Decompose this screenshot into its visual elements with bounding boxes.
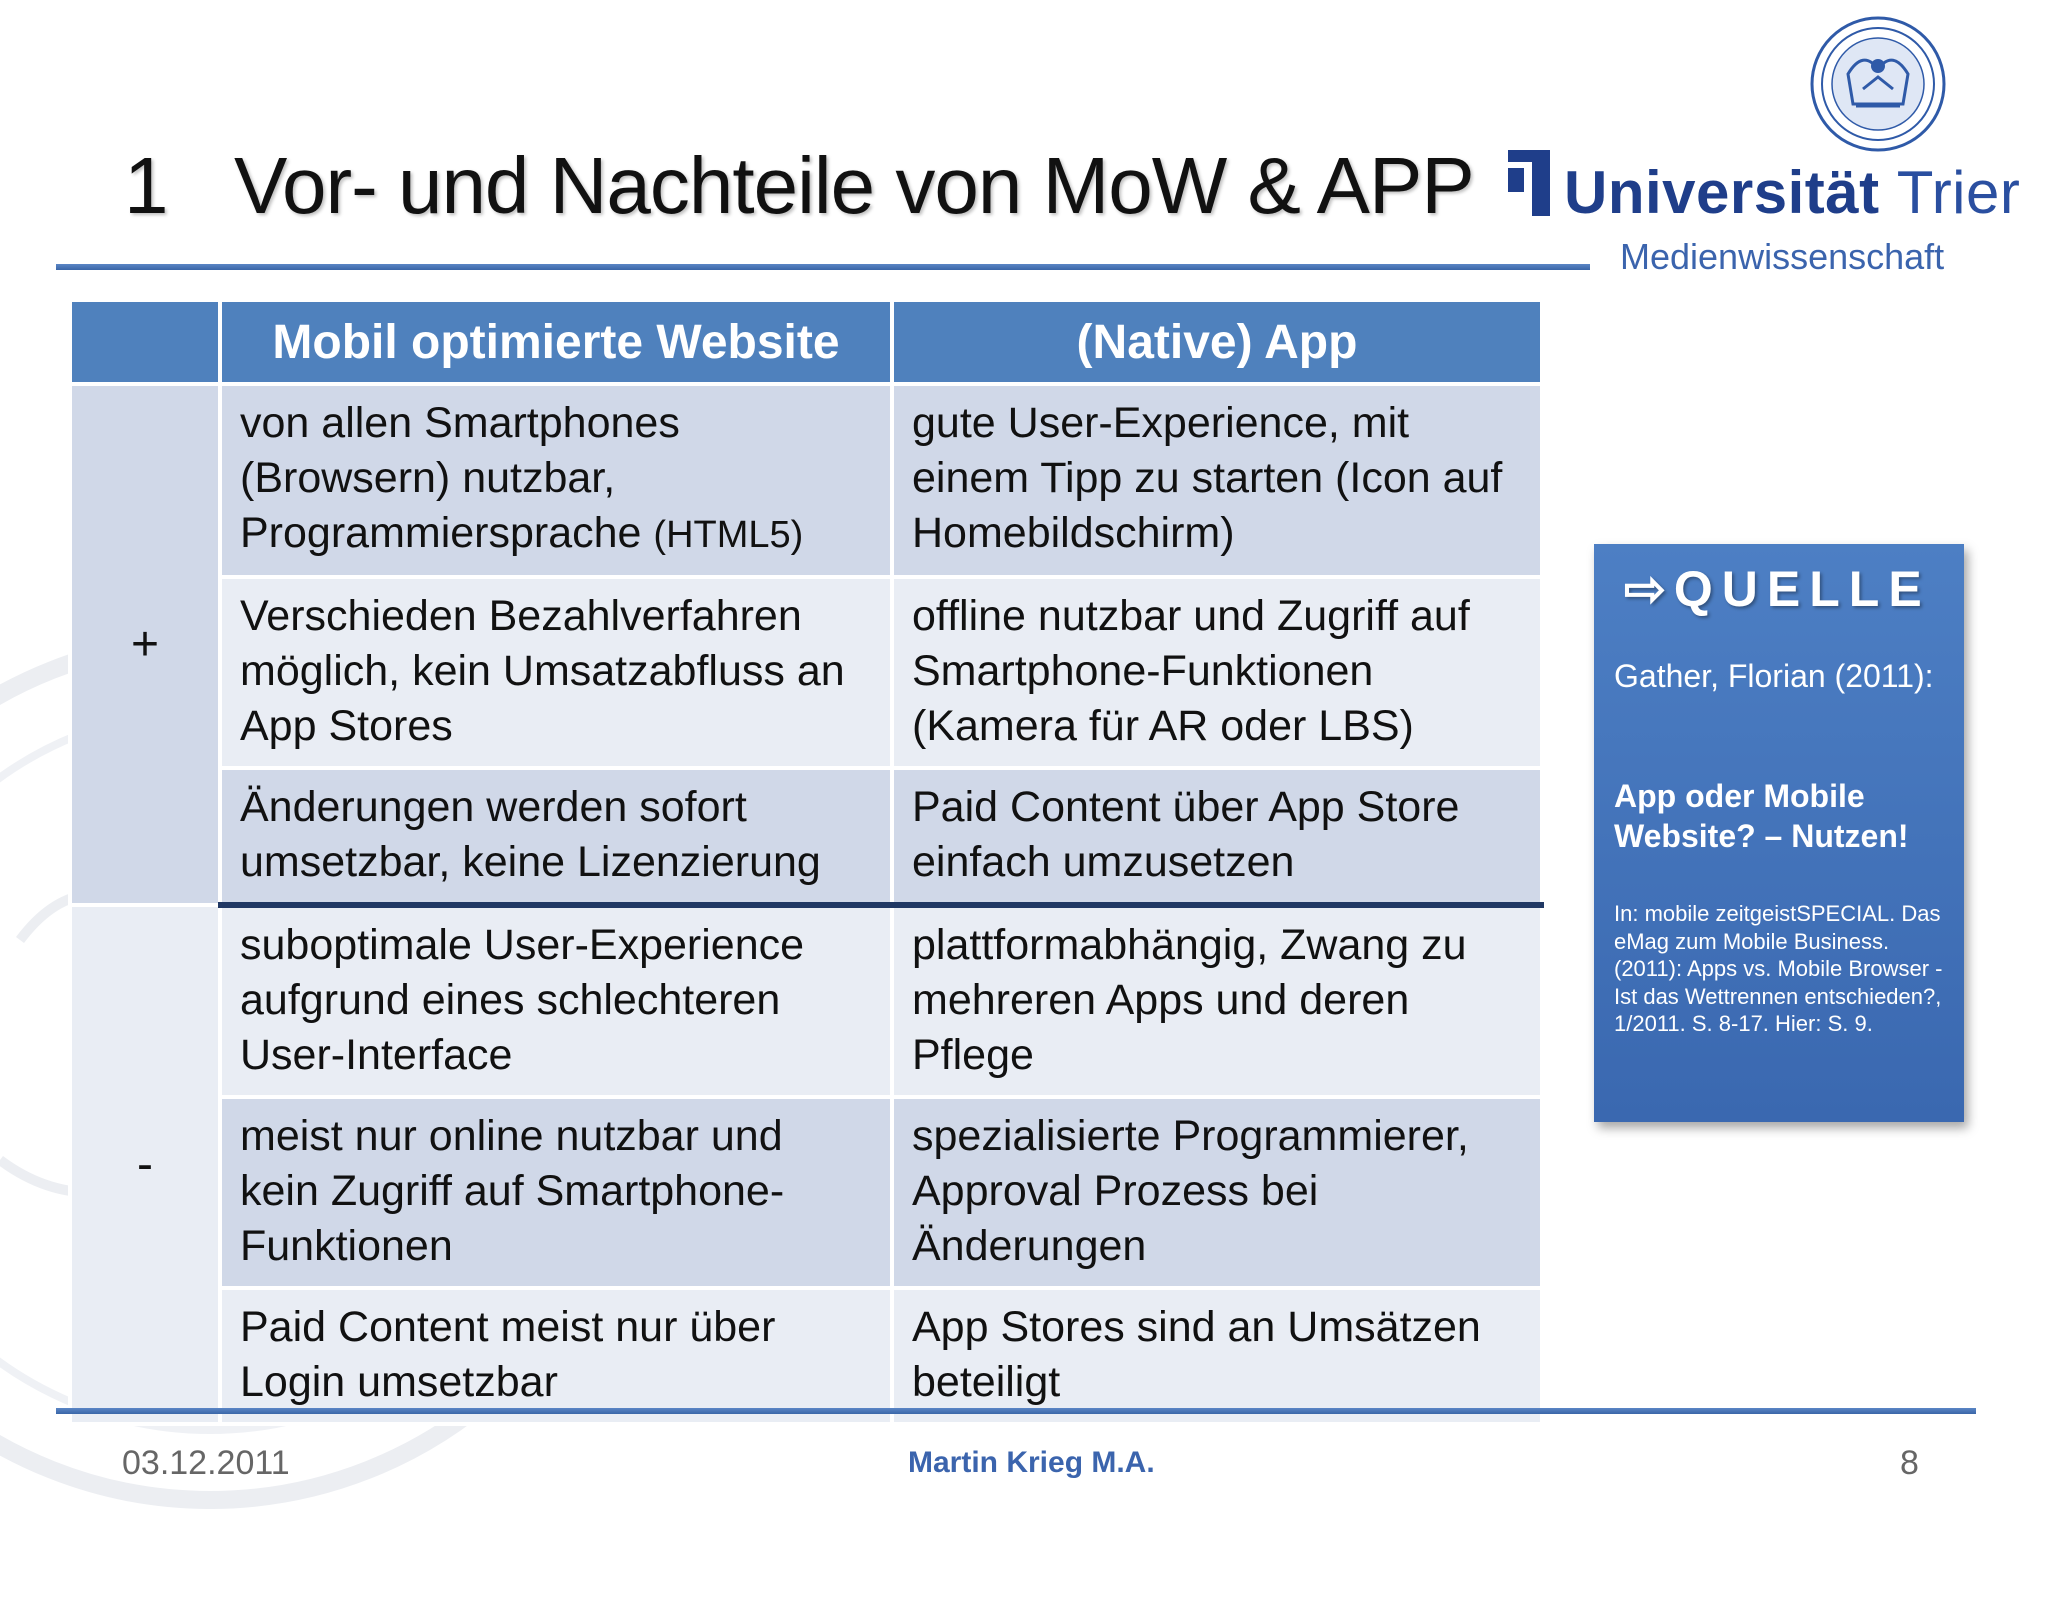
university-city: Trier — [1896, 159, 2021, 226]
arrow-right-icon: ⇨ — [1624, 561, 1666, 617]
university-seal-icon — [1808, 14, 1948, 154]
source-author: Gather, Florian (2011): — [1614, 658, 1934, 694]
website-cell-text-2: Programmiersprache — [240, 509, 654, 557]
title-divider — [56, 264, 1590, 270]
footer-divider — [56, 1408, 1976, 1414]
page-number: 8 — [1900, 1444, 1919, 1482]
header-website: Mobil optimierte Website — [220, 300, 892, 384]
comparison-table — [68, 298, 1544, 1426]
website-cell: Paid Content meist nur über Login umsetzbar — [220, 1288, 892, 1424]
slide-title-text: Vor- und Nachteile von MoW & APP — [234, 141, 1474, 230]
source-citation: In: mobile zeitgeistSPECIAL. Das eMag zum Mobile Business. (2011): Apps vs. Mobile Browser - Ist das Wettrennen entschieden?, 1/2011. S. 8-17. Hier: S. 9. — [1614, 901, 1943, 1036]
slide-number: 1 — [124, 141, 168, 230]
source-work-title: App oder Mobile Website? – Nutzen! — [1614, 778, 1909, 854]
table-row — [70, 577, 1542, 768]
source-box — [1594, 544, 1964, 1122]
header-app: (Native) App — [892, 300, 1542, 384]
website-cell-small: (HTML5) — [653, 514, 804, 556]
table-row — [70, 1288, 1542, 1424]
app-cell: spezialisierte Programmierer, Approval Prozess bei Änderungen — [892, 1097, 1542, 1288]
table-row — [70, 905, 1542, 1097]
table-row — [70, 768, 1542, 905]
footer-author: Martin Krieg M.A. — [908, 1446, 1155, 1479]
advantages-label: + — [70, 384, 220, 905]
app-cell: App Stores sind an Umsätzen beteiligt — [892, 1288, 1542, 1424]
source-heading — [1624, 560, 1931, 618]
table-row — [70, 1097, 1542, 1288]
app-cell: offline nutzbar und Zugriff auf Smartphone-Funktionen (Kamera für AR oder LBS) — [892, 577, 1542, 768]
page-title — [124, 140, 1474, 232]
app-cell: plattformabhängig, Zwang zu mehreren Apps und deren Pflege — [892, 905, 1542, 1097]
website-cell: Änderungen werden sofort umsetzbar, keine Lizenzierung — [220, 768, 892, 905]
disadvantages-label: - — [70, 905, 220, 1424]
department-name: Medienwissenschaft — [1620, 236, 1945, 277]
university-logo-mark-icon — [1508, 150, 1550, 216]
table-header-row — [70, 300, 1542, 384]
app-cell: gute User-Experience, mit einem Tipp zu starten (Icon auf Homebildschirm) — [892, 384, 1542, 577]
website-cell: suboptimale User-Experience aufgrund eines schlechteren User-Interface — [220, 905, 892, 1097]
app-cell: Paid Content über App Store einfach umzusetzen — [892, 768, 1542, 905]
website-cell-text: von allen Smartphones (Browsern) nutzbar, — [240, 399, 680, 502]
footer-date: 03.12.2011 — [122, 1444, 290, 1482]
website-cell: Verschieden Bezahlverfahren möglich, kein Umsatzabfluss an App Stores — [220, 577, 892, 768]
website-cell — [220, 384, 892, 577]
university-name-main: Universität — [1564, 159, 1880, 226]
source-heading-text: QUELLE — [1673, 561, 1931, 617]
website-cell: meist nur online nutzbar und kein Zugriff auf Smartphone-Funktionen — [220, 1097, 892, 1288]
header-empty — [70, 300, 220, 384]
table-row — [70, 384, 1542, 577]
university-name — [1564, 158, 2020, 227]
